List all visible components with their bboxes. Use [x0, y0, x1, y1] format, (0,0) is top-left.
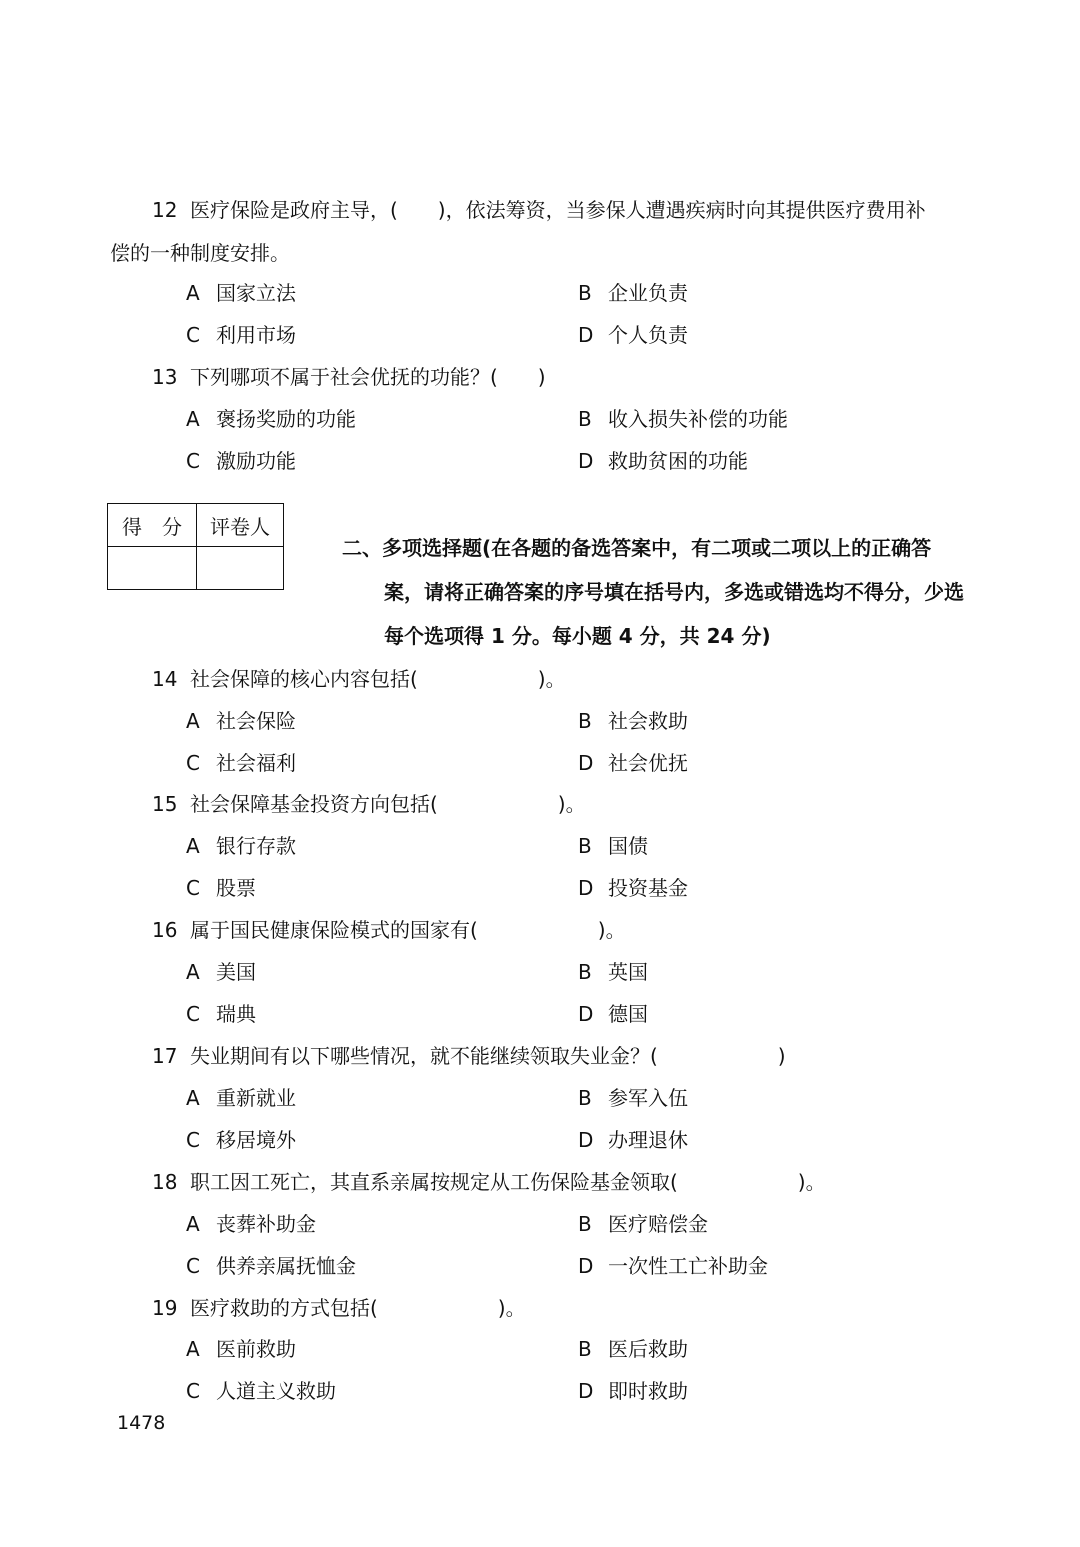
- score-cell[interactable]: [108, 547, 197, 590]
- option-b: B 参军入伍: [578, 1086, 688, 1110]
- question-14-options-row2: [186, 750, 886, 776]
- section-2-title-line1: 二、多项选择题(在各题的备选答案中，有二项或二项以上的正确答: [342, 536, 932, 560]
- option-d: D 个人负责: [578, 323, 688, 347]
- grader-cell[interactable]: [197, 547, 284, 590]
- question-17-options-row1: [186, 1085, 886, 1111]
- option-d: D 办理退休: [578, 1128, 688, 1152]
- option-d: D 一次性工亡补助金: [578, 1254, 768, 1278]
- option-b: B 英国: [578, 960, 648, 984]
- question-number: 19: [152, 1296, 178, 1320]
- question-13-stem: [152, 364, 546, 390]
- option-d: D 投资基金: [578, 876, 688, 900]
- question-16-stem: [152, 917, 626, 943]
- question-13-options-row2: [186, 448, 886, 474]
- option-c: C 社会福利: [186, 751, 296, 775]
- question-14-stem: [152, 666, 566, 692]
- question-14-options-row1: [186, 708, 886, 734]
- question-number: 18: [152, 1170, 178, 1194]
- option-a: A 褒扬奖励的功能: [186, 407, 356, 431]
- question-12-options-row1: [186, 280, 886, 306]
- question-17-stem: [152, 1043, 786, 1069]
- option-c: C 瑞典: [186, 1002, 256, 1026]
- option-a: A 国家立法: [186, 281, 296, 305]
- option-a: A 丧葬补助金: [186, 1212, 316, 1236]
- option-b: B 医疗赔偿金: [578, 1212, 708, 1236]
- option-b: B 社会救助: [578, 709, 688, 733]
- question-number: 12: [152, 198, 178, 222]
- question-19-stem: [152, 1295, 526, 1321]
- option-b: B 收入损失补偿的功能: [578, 407, 788, 431]
- question-15-options-row1: [186, 833, 886, 859]
- question-number: 13: [152, 365, 178, 389]
- option-c: C 股票: [186, 876, 256, 900]
- question-12-stem: [152, 197, 926, 223]
- question-number: 15: [152, 792, 178, 816]
- question-stem-line1: 医疗保险是政府主导，( )，依法筹资，当参保人遭遇疾病时向其提供医疗费用补: [190, 198, 926, 222]
- question-13-options-row1: [186, 406, 886, 432]
- question-stem: 下列哪项不属于社会优抚的功能？( ): [190, 365, 546, 389]
- option-a: A 重新就业: [186, 1086, 296, 1110]
- option-a: A 社会保险: [186, 709, 296, 733]
- option-b: B 医后救助: [578, 1337, 688, 1361]
- question-stem: 社会保障基金投资方向包括( )。: [190, 792, 586, 816]
- question-stem: 失业期间有以下哪些情况，就不能继续领取失业金？( ): [190, 1044, 786, 1068]
- question-stem: 医疗救助的方式包括( )。: [190, 1296, 526, 1320]
- page-number: 1478: [117, 1412, 166, 1434]
- question-18-options-row1: [186, 1211, 886, 1237]
- question-stem-line2: 偿的一种制度安排。: [110, 241, 290, 265]
- option-a: A 美国: [186, 960, 256, 984]
- option-c: C 移居境外: [186, 1128, 296, 1152]
- section-2-title-line3: 每个选项得 1 分。每小题 4 分，共 24 分): [384, 624, 771, 648]
- question-number: 17: [152, 1044, 178, 1068]
- option-d: D 救助贫困的功能: [578, 449, 748, 473]
- question-stem: 职工因工死亡，其直系亲属按规定从工伤保险基金领取( )。: [190, 1170, 826, 1194]
- option-d: D 即时救助: [578, 1379, 688, 1403]
- question-16-options-row2: [186, 1001, 886, 1027]
- grader-header: 评卷人: [197, 504, 284, 547]
- question-number: 16: [152, 918, 178, 942]
- section-2-title-line2: 案，请将正确答案的序号填在括号内，多选或错选均不得分，少选: [384, 580, 964, 604]
- question-stem: 属于国民健康保险模式的国家有( )。: [190, 918, 626, 942]
- option-a: A 医前救助: [186, 1337, 296, 1361]
- score-header: 得 分: [108, 504, 197, 547]
- question-15-stem: [152, 791, 586, 817]
- question-18-stem: [152, 1169, 826, 1195]
- question-17-options-row2: [186, 1127, 886, 1153]
- question-12-stem-cont: [110, 240, 290, 266]
- option-d: D 德国: [578, 1002, 648, 1026]
- question-number: 14: [152, 667, 178, 691]
- option-b: B 国债: [578, 834, 648, 858]
- question-18-options-row2: [186, 1253, 886, 1279]
- option-b: B 企业负责: [578, 281, 688, 305]
- option-c: C 利用市场: [186, 323, 296, 347]
- option-d: D 社会优抚: [578, 751, 688, 775]
- option-c: C 人道主义救助: [186, 1379, 336, 1403]
- score-table: [107, 503, 284, 590]
- question-19-options-row2: [186, 1378, 886, 1404]
- option-c: C 激励功能: [186, 449, 296, 473]
- question-16-options-row1: [186, 959, 886, 985]
- question-15-options-row2: [186, 875, 886, 901]
- question-stem: 社会保障的核心内容包括( )。: [190, 667, 566, 691]
- option-a: A 银行存款: [186, 834, 296, 858]
- question-19-options-row1: [186, 1336, 886, 1362]
- question-12-options-row2: [186, 322, 886, 348]
- option-c: C 供养亲属抚恤金: [186, 1254, 356, 1278]
